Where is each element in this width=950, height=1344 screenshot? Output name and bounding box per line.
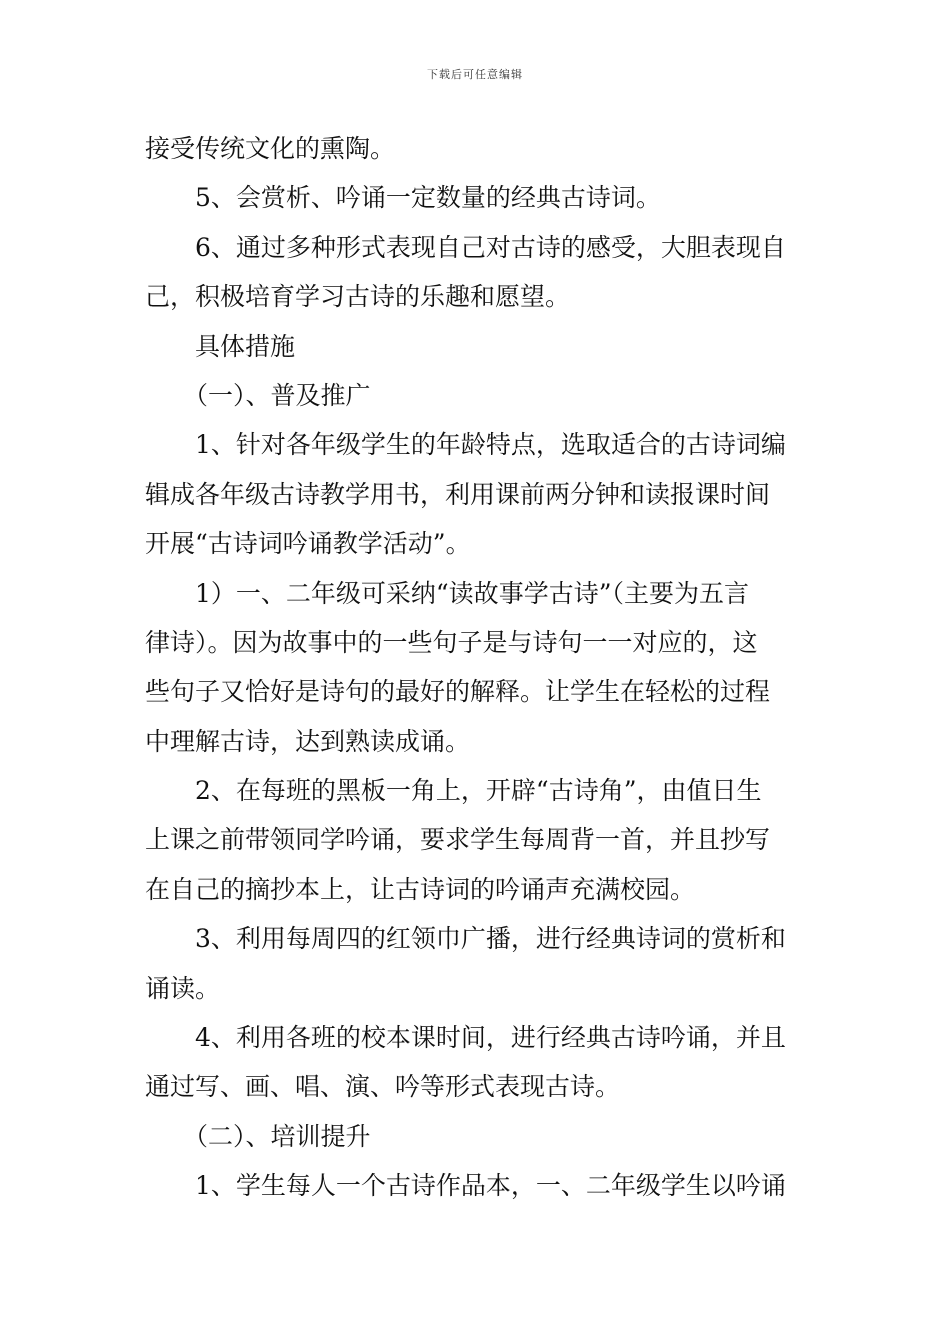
text-line: 4、利用各班的校本课时间，进行经典古诗吟诵，并且 xyxy=(195,1023,786,1053)
text-line: 接受传统文化的熏陶。 xyxy=(145,134,396,163)
text-line: 开展“古诗词吟诵教学活动”。 xyxy=(145,529,471,559)
body-text xyxy=(145,124,810,1211)
text-line: 3、利用每周四的红领巾广播，进行经典诗词的赏析和 xyxy=(195,924,786,954)
text-line: 通过写、画、唱、演、吟等形式表现古诗。 xyxy=(145,1072,621,1102)
text-line: 在自己的摘抄本上，让古诗词的吟诵声充满校园。 xyxy=(145,874,696,904)
text-line: 己，积极培育学习古诗的乐趣和愿望。 xyxy=(145,282,571,312)
text-line: 2、在每班的黑板一角上，开辟“古诗角”，由值日生 xyxy=(195,776,762,806)
text-line: 律诗）。因为故事中的一些句子是与诗句一一对应的，这 xyxy=(145,627,758,657)
text-line: 辑成各年级古诗教学用书，利用课前两分钟和读报课时间 xyxy=(145,479,771,509)
text-line: 诵读。 xyxy=(145,973,221,1003)
text-line: 6、通过多种形式表现自己对古诗的感受，大胆表现自 xyxy=(195,232,786,262)
text-line: 1、针对各年级学生的年龄特点，选取适合的古诗词编 xyxy=(195,430,786,460)
text-line: 1、学生每人一个古诗作品本，一、二年级学生以吟诵 xyxy=(195,1171,786,1201)
text-line: 5、会赏析、吟诵一定数量的经典古诗词。 xyxy=(195,183,661,213)
subsection-heading: （二）、培训提升 xyxy=(183,1121,371,1151)
text-line: 1）一、二年级可采纳“读故事学古诗”（主要为五言 xyxy=(195,578,749,608)
section-heading: 具体措施 xyxy=(195,331,296,361)
text-line: 些句子又恰好是诗句的最好的解释。让学生在轻松的过程 xyxy=(145,677,771,707)
text-line: 上课之前带领同学吟诵，要求学生每周背一首，并且抄写 xyxy=(145,825,771,855)
text-line: 中理解古诗，达到熟读成诵。 xyxy=(145,726,471,756)
header-note: 下载后可任意编辑 xyxy=(427,68,523,81)
subsection-heading: （一）、普及推广 xyxy=(183,380,371,410)
